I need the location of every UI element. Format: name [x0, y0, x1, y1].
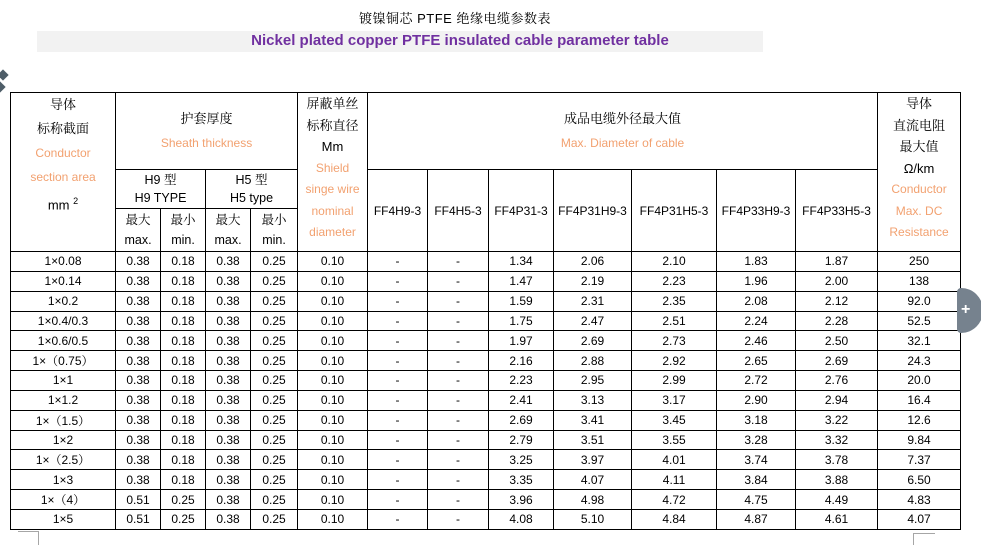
value-cell: 4.11 — [632, 470, 717, 490]
value-cell: 0.38 — [206, 371, 251, 391]
value-cell: - — [428, 291, 489, 311]
value-cell: 0.18 — [161, 252, 206, 272]
value-cell: 3.45 — [632, 410, 717, 430]
value-cell: 0.38 — [206, 450, 251, 470]
header-conductor-section: 导体 标称截面 Conductor section area mm $^2$ — [11, 93, 116, 252]
value-cell: 0.25 — [251, 470, 298, 490]
value-cell: 0.25 — [251, 371, 298, 391]
value-cell: 0.38 — [206, 271, 251, 291]
value-cell: - — [368, 351, 428, 371]
value-cell: 2.50 — [796, 331, 878, 351]
header-model-ff4p31h5-3: FF4P31H5-3 — [632, 170, 717, 252]
value-cell: 3.17 — [632, 390, 717, 410]
value-cell: 92.0 — [878, 291, 961, 311]
value-cell: 0.38 — [116, 252, 161, 272]
header-dc-resistance: 导体 直流电阻 最大值 Ω/km Conductor Max. DC Resistance — [878, 93, 961, 252]
value-cell: - — [368, 390, 428, 410]
value-cell: 0.10 — [298, 351, 368, 371]
value-cell: 1.83 — [717, 252, 796, 272]
value-cell: 2.46 — [717, 331, 796, 351]
header-h5-min: 最小 min. — [251, 209, 298, 252]
value-cell: 2.69 — [554, 331, 632, 351]
value-cell: 3.18 — [717, 410, 796, 430]
value-cell: 4.61 — [796, 509, 878, 529]
value-cell: 4.08 — [489, 509, 554, 529]
value-cell: 6.50 — [878, 470, 961, 490]
value-cell: 20.0 — [878, 371, 961, 391]
value-cell: 2.65 — [717, 351, 796, 371]
value-cell: 0.25 — [251, 331, 298, 351]
value-cell: 0.25 — [251, 509, 298, 529]
value-cell: 0.10 — [298, 390, 368, 410]
value-cell: 0.10 — [298, 252, 368, 272]
table-row — [11, 450, 961, 470]
table-row — [11, 430, 961, 450]
value-cell: 2.24 — [717, 311, 796, 331]
value-cell: 2.16 — [489, 351, 554, 371]
value-cell: 2.90 — [717, 390, 796, 410]
value-cell: 3.96 — [489, 490, 554, 510]
value-cell: - — [428, 430, 489, 450]
value-cell: 1.87 — [796, 252, 878, 272]
value-cell: 0.10 — [298, 410, 368, 430]
value-cell: 4.83 — [878, 490, 961, 510]
value-cell: 0.38 — [206, 410, 251, 430]
header-model-ff4p31h9-3: FF4P31H9-3 — [554, 170, 632, 252]
value-cell: - — [428, 410, 489, 430]
value-cell: - — [368, 410, 428, 430]
table-row — [11, 410, 961, 430]
table-row — [11, 351, 961, 371]
value-cell: 0.10 — [298, 430, 368, 450]
table-row — [11, 470, 961, 490]
value-cell: 0.18 — [161, 311, 206, 331]
value-cell: - — [368, 509, 428, 529]
value-cell: 3.84 — [717, 470, 796, 490]
value-cell: 1.34 — [489, 252, 554, 272]
value-cell: 0.18 — [161, 351, 206, 371]
value-cell: 2.99 — [632, 371, 717, 391]
value-cell: - — [368, 371, 428, 391]
row-label-cell: 1×0.6/0.5 — [11, 331, 116, 351]
value-cell: - — [428, 509, 489, 529]
value-cell: 0.38 — [116, 470, 161, 490]
value-cell: 0.38 — [116, 291, 161, 311]
value-cell: - — [368, 490, 428, 510]
table-row — [11, 509, 961, 529]
row-label-cell: 1×（0.75） — [11, 351, 116, 371]
value-cell: 0.10 — [298, 371, 368, 391]
conductor-unit: mm $^2$ — [47, 196, 79, 213]
value-cell: 2.69 — [796, 351, 878, 371]
row-label-cell: 1×（4） — [11, 490, 116, 510]
value-cell: 3.41 — [554, 410, 632, 430]
value-cell: 0.10 — [298, 450, 368, 470]
value-cell: 12.6 — [878, 410, 961, 430]
value-cell: 3.25 — [489, 450, 554, 470]
row-label-cell: 1×0.2 — [11, 291, 116, 311]
value-cell: 2.79 — [489, 430, 554, 450]
value-cell: 2.51 — [632, 311, 717, 331]
value-cell: 0.10 — [298, 470, 368, 490]
value-cell: 0.10 — [298, 271, 368, 291]
header-h9-type: H9 型 H9 TYPE — [116, 170, 206, 209]
value-cell: 0.38 — [206, 390, 251, 410]
value-cell: 4.87 — [717, 509, 796, 529]
value-cell: 2.92 — [632, 351, 717, 371]
value-cell: 4.75 — [717, 490, 796, 510]
value-cell: 0.10 — [298, 509, 368, 529]
value-cell: 2.73 — [632, 331, 717, 351]
value-cell: 0.25 — [251, 351, 298, 371]
header-h9-max: 最大 max. — [116, 209, 161, 252]
value-cell: - — [368, 470, 428, 490]
value-cell: 0.38 — [116, 371, 161, 391]
value-cell: 0.25 — [251, 410, 298, 430]
value-cell: 0.18 — [161, 470, 206, 490]
row-label-cell: 1×0.14 — [11, 271, 116, 291]
header-h9-min: 最小 min. — [161, 209, 206, 252]
row-label-cell: 1×1 — [11, 371, 116, 391]
value-cell: 2.23 — [489, 371, 554, 391]
value-cell: 0.38 — [206, 351, 251, 371]
header-model-ff4h5-3: FF4H5-3 — [428, 170, 489, 252]
value-cell: 0.25 — [251, 450, 298, 470]
value-cell: 2.76 — [796, 371, 878, 391]
cable-parameter-table — [10, 92, 961, 530]
value-cell: 4.01 — [632, 450, 717, 470]
value-cell: 0.25 — [251, 252, 298, 272]
row-label-cell: 1×（2.5） — [11, 450, 116, 470]
value-cell: 2.10 — [632, 252, 717, 272]
value-cell: 0.38 — [116, 390, 161, 410]
value-cell: 2.95 — [554, 371, 632, 391]
value-cell: 0.38 — [206, 311, 251, 331]
value-cell: 1.96 — [717, 271, 796, 291]
value-cell: 2.00 — [796, 271, 878, 291]
value-cell: 0.18 — [161, 410, 206, 430]
value-cell: - — [428, 311, 489, 331]
value-cell: 3.13 — [554, 390, 632, 410]
value-cell: 0.38 — [206, 291, 251, 311]
value-cell: 0.25 — [161, 509, 206, 529]
value-cell: - — [368, 311, 428, 331]
value-cell: - — [368, 252, 428, 272]
value-cell: 4.07 — [878, 509, 961, 529]
table-row — [11, 490, 961, 510]
value-cell: 3.35 — [489, 470, 554, 490]
value-cell: - — [428, 331, 489, 351]
value-cell: 0.38 — [116, 410, 161, 430]
header-max-diameter-group: 成品电缆外径最大值 Max. Diameter of cable — [368, 93, 878, 170]
value-cell: - — [428, 450, 489, 470]
value-cell: 0.38 — [116, 430, 161, 450]
value-cell: 3.32 — [796, 430, 878, 450]
value-cell: 3.55 — [632, 430, 717, 450]
value-cell: - — [428, 252, 489, 272]
value-cell: 2.06 — [554, 252, 632, 272]
table-row — [11, 291, 961, 311]
value-cell: 52.5 — [878, 311, 961, 331]
value-cell: 3.28 — [717, 430, 796, 450]
value-cell: - — [428, 371, 489, 391]
value-cell: 0.10 — [298, 490, 368, 510]
header-h5-type: H5 型 H5 type — [206, 170, 298, 209]
value-cell: 4.07 — [554, 470, 632, 490]
header-model-ff4p33h9-3: FF4P33H9-3 — [717, 170, 796, 252]
value-cell: 1.75 — [489, 311, 554, 331]
value-cell: 2.69 — [489, 410, 554, 430]
row-label-cell: 1×0.4/0.3 — [11, 311, 116, 331]
header-shield-diameter: 屏蔽单丝 标称直径 Mm Shield singe wire nominal diameter — [298, 93, 368, 252]
value-cell: 0.38 — [206, 430, 251, 450]
value-cell: 2.35 — [632, 291, 717, 311]
value-cell: 3.78 — [796, 450, 878, 470]
value-cell: 2.19 — [554, 271, 632, 291]
table-row — [11, 371, 961, 391]
value-cell: 0.38 — [206, 470, 251, 490]
value-cell: 1.59 — [489, 291, 554, 311]
table-row — [11, 331, 961, 351]
value-cell: 0.18 — [161, 430, 206, 450]
value-cell: 3.88 — [796, 470, 878, 490]
value-cell: 2.94 — [796, 390, 878, 410]
value-cell: - — [368, 271, 428, 291]
value-cell: 0.38 — [116, 331, 161, 351]
value-cell: 0.51 — [116, 490, 161, 510]
header-model-ff4p31-3: FF4P31-3 — [489, 170, 554, 252]
row-label-cell: 1×0.08 — [11, 252, 116, 272]
value-cell: - — [368, 430, 428, 450]
row-label-cell: 1×2 — [11, 430, 116, 450]
value-cell: 3.22 — [796, 410, 878, 430]
value-cell: 0.10 — [298, 291, 368, 311]
value-cell: - — [428, 470, 489, 490]
table-row — [11, 390, 961, 410]
value-cell: 2.88 — [554, 351, 632, 371]
header-model-ff4p33h5-3: FF4P33H5-3 — [796, 170, 878, 252]
row-label-cell: 1×（1.5） — [11, 410, 116, 430]
value-cell: 0.18 — [161, 331, 206, 351]
value-cell: - — [428, 351, 489, 371]
value-cell: 0.25 — [251, 311, 298, 331]
value-cell: 2.08 — [717, 291, 796, 311]
add-comment-plus-button[interactable]: + — [957, 288, 981, 333]
value-cell: 2.12 — [796, 291, 878, 311]
value-cell: 0.38 — [206, 509, 251, 529]
move-arrow-icon — [0, 69, 9, 80]
value-cell: 24.3 — [878, 351, 961, 371]
value-cell: - — [368, 331, 428, 351]
value-cell: 2.47 — [554, 311, 632, 331]
value-cell: - — [428, 271, 489, 291]
value-cell: 0.25 — [161, 490, 206, 510]
value-cell: 2.23 — [632, 271, 717, 291]
value-cell: 0.25 — [251, 490, 298, 510]
value-cell: 4.72 — [632, 490, 717, 510]
header-h5-max: 最大 max. — [206, 209, 251, 252]
value-cell: 0.10 — [298, 331, 368, 351]
table-row — [11, 252, 961, 272]
value-cell: - — [368, 450, 428, 470]
value-cell: 0.25 — [251, 390, 298, 410]
value-cell: 0.18 — [161, 450, 206, 470]
value-cell: 0.38 — [116, 351, 161, 371]
value-cell: - — [368, 291, 428, 311]
value-cell: 0.25 — [251, 430, 298, 450]
value-cell: 5.10 — [554, 509, 632, 529]
value-cell: 0.18 — [161, 371, 206, 391]
value-cell: 0.25 — [251, 291, 298, 311]
value-cell: 16.4 — [878, 390, 961, 410]
value-cell: 3.74 — [717, 450, 796, 470]
value-cell: 4.98 — [554, 490, 632, 510]
table-body — [11, 252, 961, 530]
value-cell: - — [428, 490, 489, 510]
value-cell: 3.97 — [554, 450, 632, 470]
value-cell: 0.25 — [251, 271, 298, 291]
row-label-cell: 1×5 — [11, 509, 116, 529]
value-cell: 0.38 — [116, 271, 161, 291]
value-cell: 0.18 — [161, 291, 206, 311]
value-cell: 2.72 — [717, 371, 796, 391]
value-cell: 0.38 — [206, 252, 251, 272]
value-cell: 4.84 — [632, 509, 717, 529]
document-title-cn: 镀镍铜芯 PTFE 绝缘电缆参数表 — [359, 11, 551, 26]
value-cell: 0.38 — [116, 450, 161, 470]
value-cell: - — [428, 390, 489, 410]
move-arrow-icon — [0, 81, 6, 92]
table-row — [11, 311, 961, 331]
header-model-ff4h9-3: FF4H9-3 — [368, 170, 428, 252]
value-cell: 2.28 — [796, 311, 878, 331]
value-cell: 4.49 — [796, 490, 878, 510]
value-cell: 2.31 — [554, 291, 632, 311]
value-cell: 250 — [878, 252, 961, 272]
value-cell: 32.1 — [878, 331, 961, 351]
value-cell: 2.41 — [489, 390, 554, 410]
value-cell: 1.97 — [489, 331, 554, 351]
table-row — [11, 271, 961, 291]
value-cell: 138 — [878, 271, 961, 291]
margin-corner-mark-bottom-right — [913, 533, 935, 545]
value-cell: 1.47 — [489, 271, 554, 291]
value-cell: 0.18 — [161, 271, 206, 291]
value-cell: 0.51 — [116, 509, 161, 529]
document-title-en: Nickel plated copper PTFE insulated cable parameter table — [251, 32, 669, 49]
value-cell: 0.10 — [298, 311, 368, 331]
margin-corner-mark-bottom-left — [18, 531, 39, 545]
value-cell: 9.84 — [878, 430, 961, 450]
value-cell: 0.38 — [206, 331, 251, 351]
value-cell: 0.38 — [206, 490, 251, 510]
value-cell: 0.38 — [116, 311, 161, 331]
value-cell: 0.18 — [161, 390, 206, 410]
row-label-cell: 1×1.2 — [11, 390, 116, 410]
value-cell: 3.51 — [554, 430, 632, 450]
row-label-cell: 1×3 — [11, 470, 116, 490]
table-header — [11, 93, 961, 252]
value-cell: 7.37 — [878, 450, 961, 470]
header-sheath-thickness: 护套厚度 Sheath thickness — [116, 93, 298, 170]
